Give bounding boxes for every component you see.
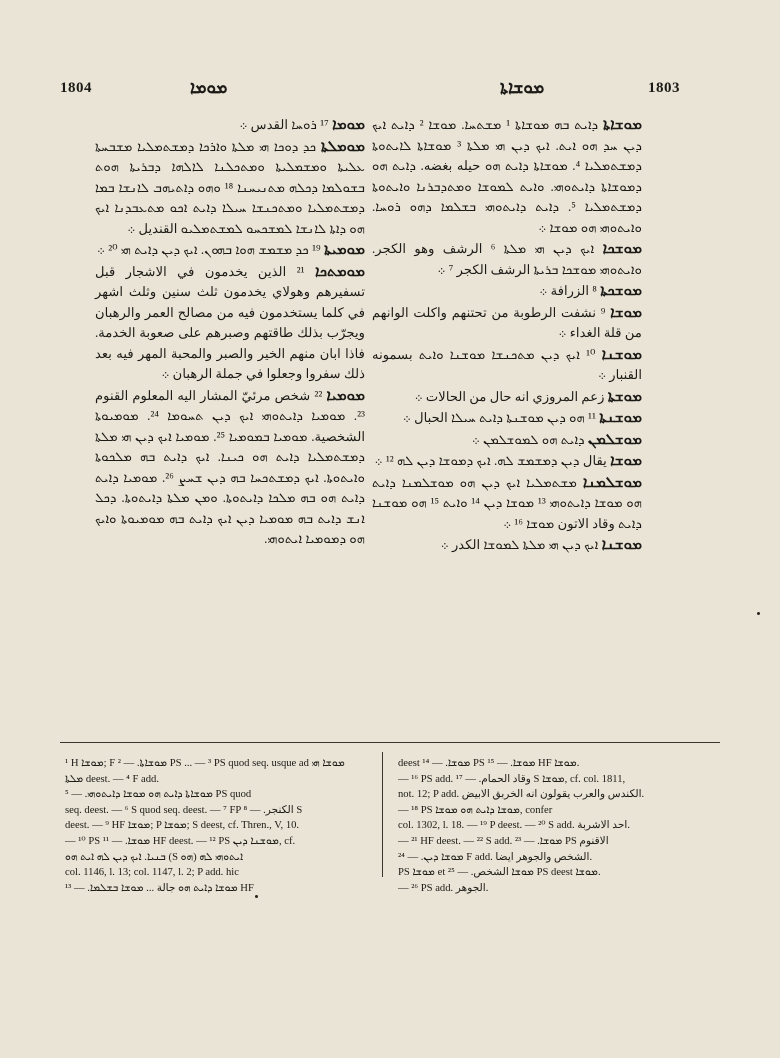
footnotes-left bbox=[65, 756, 365, 894]
entry-headword: ܡܘܫܐ bbox=[610, 453, 642, 469]
entry-text: ܕܐܝܬ ܒܗ ܡܘܫܐܬܐ ¹ ܡܫܬܚܐ. ܡܘܫܐ ² ܕܐܝܬ ܐܝܟ ܕܝܢ ܚܕ ܗܘ ܐܝܬ. ܐܝܟ ܕܝܢ ܗܝ ܡܠܬܐ ³ ܡܘܫܐܬܐ ܠܐܝܬܘܬܐ ܕܡܫܬܡܠܝܐ ⁴. ܡܘܫܐܬܐ ܕܐܝܬ ܗܘ حيله بغضه. ܕܐܝܬ ܗܘ ܕܡܘܫܐܬܐ ܕܐܝܬܘܗܝ. ܘܐܝܬ ܠܡܘܫܐ ܘܡܬܕܒܪܢܐ ܘܐܝܬܘܬܐ ܕܡܫܬܡܠܝܐ ⁵. ܕܐܝܬ ܕܐܝܬܘܗܝ ܒܫܠܡܐ ܕܗܘ ܪܘܚܐ. ܘܐܝܬܘܗܝ ܗܘ ܡܘܫܐ ܀ bbox=[372, 117, 642, 235]
footnote-line: ¹ H ܡܘܫܐ; F ܡܘܫܐܬܐ. — ² PS ... — ³ PS quod seq. usque ad ܡܘܫܐ ܗܝ ܡܠܬܐ deest. — ⁴ F add. bbox=[65, 758, 345, 785]
footnote-line: ܡܘܫܐ ܕܐܝܬ ܗܘ جالة ... ܡܘܫܐ ܒܫܠܡܐ. — ¹³ HF bbox=[65, 882, 254, 894]
dictionary-entry bbox=[372, 473, 642, 535]
entry-text: ܟܕ ܕܘܟܐ ܗܝ ܡܠܬܐ ܘܐܪܟܐ ܕܡܫܬܡܠܝܐ ܡܫܒܚܬܐ ܥܠܝܬܐ ܘܡܫܡܠܝܬܐ ܘܡܬܟܠܢܐ ܠܐܠܗܐ ܕܒܪܝܬܐ ܗܘܬ ܒܫܘܠܡܐ ܕܟܠܗ ܡܬܢܝܚܢܐ ¹⁸ ܘܗܘ ܕܐܬܝܗܒ ܠܐܢܫܐ ܒܡܐ ܕܡܫܬܡܠܝܐ ܘܡܬܟܢܫܐ ܚܝܠܐ ܕܐܝܬ ܐܟܘ ܡܬܥܒܕܢܐ ܐܝܟ ܗܘ ܕܐܬܐ ܠܐܢܫܐ ܠܡܫܟܚܘ ܠܡܫܬܡܠܝܘ القنديل ܀ bbox=[95, 138, 365, 236]
paper-speck bbox=[757, 612, 760, 615]
entry-text: ܡܫܬܡܠܝܐ ܐܝܟ ܕܝܢ ܗܘ ܡܘܫܠܡܢܐ ܕܐܝܬ ܗܘ ܡܘܫܐ ܕܐܝܬܘܗܝ ¹³ ܡܘܫܐ ܕܝܢ ¹⁴ ܘܐܝܬ ¹⁵ ܗܘ ܡܘܫܢܐ ܕܐܝܬ وقاد الاتون ܡܘܫܐ ¹⁶ ܀ bbox=[372, 474, 642, 531]
footnote-line: ܡܘܫܐ ܕܝܢ. — ²⁴ F add. الشخص والجوهر ايضا. bbox=[398, 851, 593, 863]
left-page-number: 1804 bbox=[60, 80, 92, 96]
entry-headword: ܡܘܫܟܐ bbox=[602, 241, 642, 257]
footnote-separator-rule bbox=[60, 742, 720, 743]
entry-text: ⁸ الزرافة ܀ bbox=[539, 283, 597, 298]
dictionary-entry bbox=[372, 451, 642, 472]
footnote-line: — ¹⁰ PS ܡܘܫܐ. — ¹¹ HF deest. — ¹² PS ܡܘܫܢܐ ܕܝܢ, cf. bbox=[65, 835, 296, 847]
entry-text: ¹⁰ ܐܝܟ ܕܝܢ ܡܬܟܢܫܐ ܡܘܫܢܐ ܘܐܝܬ بسمونه القنبار ܀ bbox=[372, 346, 642, 382]
entry-text: ܐܝܟ ܕܝܢ ܗܝ ܡܠܬܐ ܠܡܘܫܐ الكدر ܀ bbox=[440, 537, 599, 552]
entry-text: ¹¹ ܗܘ ܕܝܢ ܡܘܫܢܬܐ ܕܐܝܬ ܚܝܠܐ الحبال ܀ bbox=[402, 410, 596, 425]
right-page-number: 1803 bbox=[648, 80, 680, 96]
entry-headword: ܡܘܡܐ bbox=[332, 117, 365, 133]
footnote-line: — ¹⁸ PS ܡܘܫܐ ܕܐܝܬ ܗܘ ܡܘܫܐ, confer bbox=[398, 804, 553, 816]
dictionary-entry bbox=[372, 303, 642, 344]
dictionary-entry bbox=[372, 281, 642, 302]
footnote-line: deest. — ⁹ HF ܡܘܫܐ; P ܡܘܫܐ; S deest, cf. Thren., V, 10. bbox=[65, 820, 300, 832]
left-column bbox=[95, 115, 365, 730]
entry-text: ²¹ الذين يخدمون في الاشجار قبل تسفيرهم وهولاي يخدمون ثلث سنين وثلث اشهر في كلما يستخدمون فيه من مصالح العمر والرهبان ويجرّب بذلك طاقتهم وصبرهم على صعوبة الخدمة. فاذا ابان منهم الخير والصبر والمحبة المهر فيه بعد ذلك سفروا وجعلوا في جملة الرهبان ܀ bbox=[95, 263, 365, 381]
entry-text: ²² شخص مرئيّ المشار اليه المعلوم القنوم ²³. ܡܘܡܝܐ ܕܐܝܬܘܗܝ ܐܝܟ ܕܝܢ ܬܚܘܡܐ ²⁴. ܡܘܡܝܘܬܐ الشخصية. ܡܘܡܝܐ ܒܡܘܡܝܐ ²⁵. ܡܘܡܝܐ ܐܝܟ ܕܝܢ ܗܝ ܡܠܬܐ ܕܡܫܬܡܠܝܐ ܕܐܝܬ ܗܘ ܟܝܢܐ. ܐܝܟ ܕܐܝܬ ܒܗ ܡܠܟܘܬܐ ܘܐܝܬܘܬܐ. ܐܝܟ ܕܡܫܬܟܚܐ ܒܗ ܕܝܢ ܫܚܨ ²⁶. ܡܘܡܝܐ ܕܐܝܬ ܕܐܝܬ ܗܘ ܒܗ ܡܠܟܐ ܕܐܝܬܘܬܐ. ܘܡܢ ܡܠܬܐ ܕܐܝܬܘܬܐ. ܕܟܠ ܐܢܫ ܕܐܝܬ ܒܗ ܡܘܡܝܐ ܕܝܢ ܐܝܟ ܕܐܝܬ ܒܗ ܡܘܡܝܘܬܐ ܘܐܝܟ ܗܘ ܕܡܘܡܝܐ ܐܝܬܘܗܝ. bbox=[95, 387, 365, 546]
entry-text: يقال ܕܝܢ ܕܡܫܡܫ ܠܗ. ܐܝܟ ܕܡܘܫܐ ܕܝܢ ܠܗ ¹² ܀ bbox=[374, 453, 607, 468]
paper-speck bbox=[255, 895, 258, 898]
entry-text: ܐܝܟ ܕܝܢ ܗܝ ܡܠܬܐ ⁶ الرشف وهو الكجر. ܘܐܝܬܘܗܝ ܡܘܫܟܐ ܒܪܝܬܐ الرشف الكجر ⁷ ܀ bbox=[372, 241, 642, 277]
entry-headword: ܡܘܡܠܬܐ bbox=[320, 138, 365, 155]
footnote-line: col. 1146, l. 13; col. 1147, l. 2; P add. hic bbox=[65, 867, 239, 879]
footnote-line: — ²⁶ PS add. الجوهر. bbox=[398, 882, 489, 894]
dictionary-entry bbox=[95, 115, 365, 136]
footnote-line: deest ܡܘܫܐ. — ¹⁴ PS ܡܘܫܐ. — ¹⁵ HF ܡܘܫܐ. bbox=[398, 758, 580, 769]
left-running-head: ܡܘܡܐ bbox=[190, 78, 228, 97]
entry-headword: ܡܘܫܐ bbox=[610, 304, 642, 321]
entry-headword: ܡܘܫܐܬܐ bbox=[602, 117, 643, 133]
right-running-head: ܡܘܫܐܬܐ bbox=[500, 78, 545, 97]
dictionary-entry bbox=[372, 239, 642, 280]
dictionary-entry bbox=[372, 408, 642, 429]
footnote-column-divider bbox=[382, 752, 383, 877]
footnote-line: not. 12; P add. الكندس والعرب يقولون انه الخربق الابيض. bbox=[398, 789, 645, 801]
dictionary-entry bbox=[95, 262, 365, 385]
dictionary-entry bbox=[372, 387, 642, 408]
right-column bbox=[372, 115, 642, 730]
entry-headword: ܡܘܫܠܡܢܐ bbox=[582, 474, 642, 491]
entry-text: ⁹ نشفت الرطوبة من تحتنهم واكلت الوانهم من قلة الغداء ܀ bbox=[372, 304, 642, 340]
footnote-line: seq. deest. — ⁶ S quod seq. deest. — ⁷ FP الكنجر. — ⁸ S bbox=[65, 804, 303, 816]
entry-headword: ܡܘܫܢܐ bbox=[601, 346, 642, 363]
entry-headword: ܡܘܫܢܐ bbox=[601, 537, 642, 553]
entry-text: زعم المروزي انه حال من الحالات ܀ bbox=[414, 388, 605, 404]
page-header bbox=[60, 80, 680, 104]
dictionary-entry bbox=[372, 535, 642, 556]
entry-headword: ܡܘܫܢܬܐ bbox=[599, 410, 642, 426]
footnote-line: PS ܡܘܫܐ et ܡܘܫܐ الشخص. — ²⁵ PS deest ܡܘܫܐ. bbox=[398, 867, 601, 879]
entry-headword: ܡܘܡܬܟܐ bbox=[314, 263, 365, 280]
footnote-line: — ²¹ HF deest. — ²² S add. ܡܘܫܐ. — ²³ PS الاقنوم bbox=[398, 835, 609, 847]
entry-headword: ܡܘܡܝܬܐ bbox=[323, 242, 365, 258]
dictionary-entry bbox=[95, 137, 365, 240]
dictionary-entry bbox=[372, 430, 642, 451]
entry-text: ¹⁷ ܪܘܚܐ القدس ܀ bbox=[239, 117, 329, 132]
footnote-line: ܡܘܫܐܬܐ ܕܐܝܬ ܗܘ ܡܘܫܐ ܕܐܝܬܘܗܝ. — ⁵ PS quod bbox=[65, 789, 252, 801]
entry-headword: ܡܘܫܬܐ bbox=[607, 388, 642, 405]
entry-text: ܕܐܝܬ ܗܘ ܠܡܘܫܠܡܢ ܀ bbox=[471, 431, 585, 447]
footnote-line: col. 1302, l. 18. — ¹⁹ P deest. — ²⁰ S add. احد الاشربة. bbox=[398, 820, 630, 832]
entry-headword: ܡܘܫܠܡܢ bbox=[587, 431, 642, 448]
footnote-line: — ¹⁶ PS add. وقاد الحمام. — ¹⁷ S ܡܘܫܐ, cf. col. 1811, bbox=[398, 773, 626, 785]
dictionary-entry bbox=[95, 240, 365, 261]
entry-headword: ܡܘܫܟܬܐ bbox=[600, 283, 642, 299]
entry-headword: ܡܘܡܝܐ bbox=[326, 387, 366, 404]
entry-text: ¹⁹ ܟܕ ܡܫܡܫ ܗܘܐ ܒܗܘܢ. ܐܝܟ ܕܝܢ ܕܐܝܬ ܗܝ ²⁰ ܀ bbox=[97, 242, 321, 257]
dictionary-entry bbox=[372, 345, 642, 386]
dictionary-entry bbox=[95, 386, 365, 550]
dictionary-entry bbox=[372, 115, 642, 238]
footnote-line: ܒܢܝܐ. ܐܝܟ ܕܝܢ ܠܗ ܐܝܬ ܗܘ (S ܗܘ) ܐܝܬܘܗܝ ܠܗ bbox=[65, 851, 244, 863]
footnotes-right bbox=[398, 756, 698, 894]
